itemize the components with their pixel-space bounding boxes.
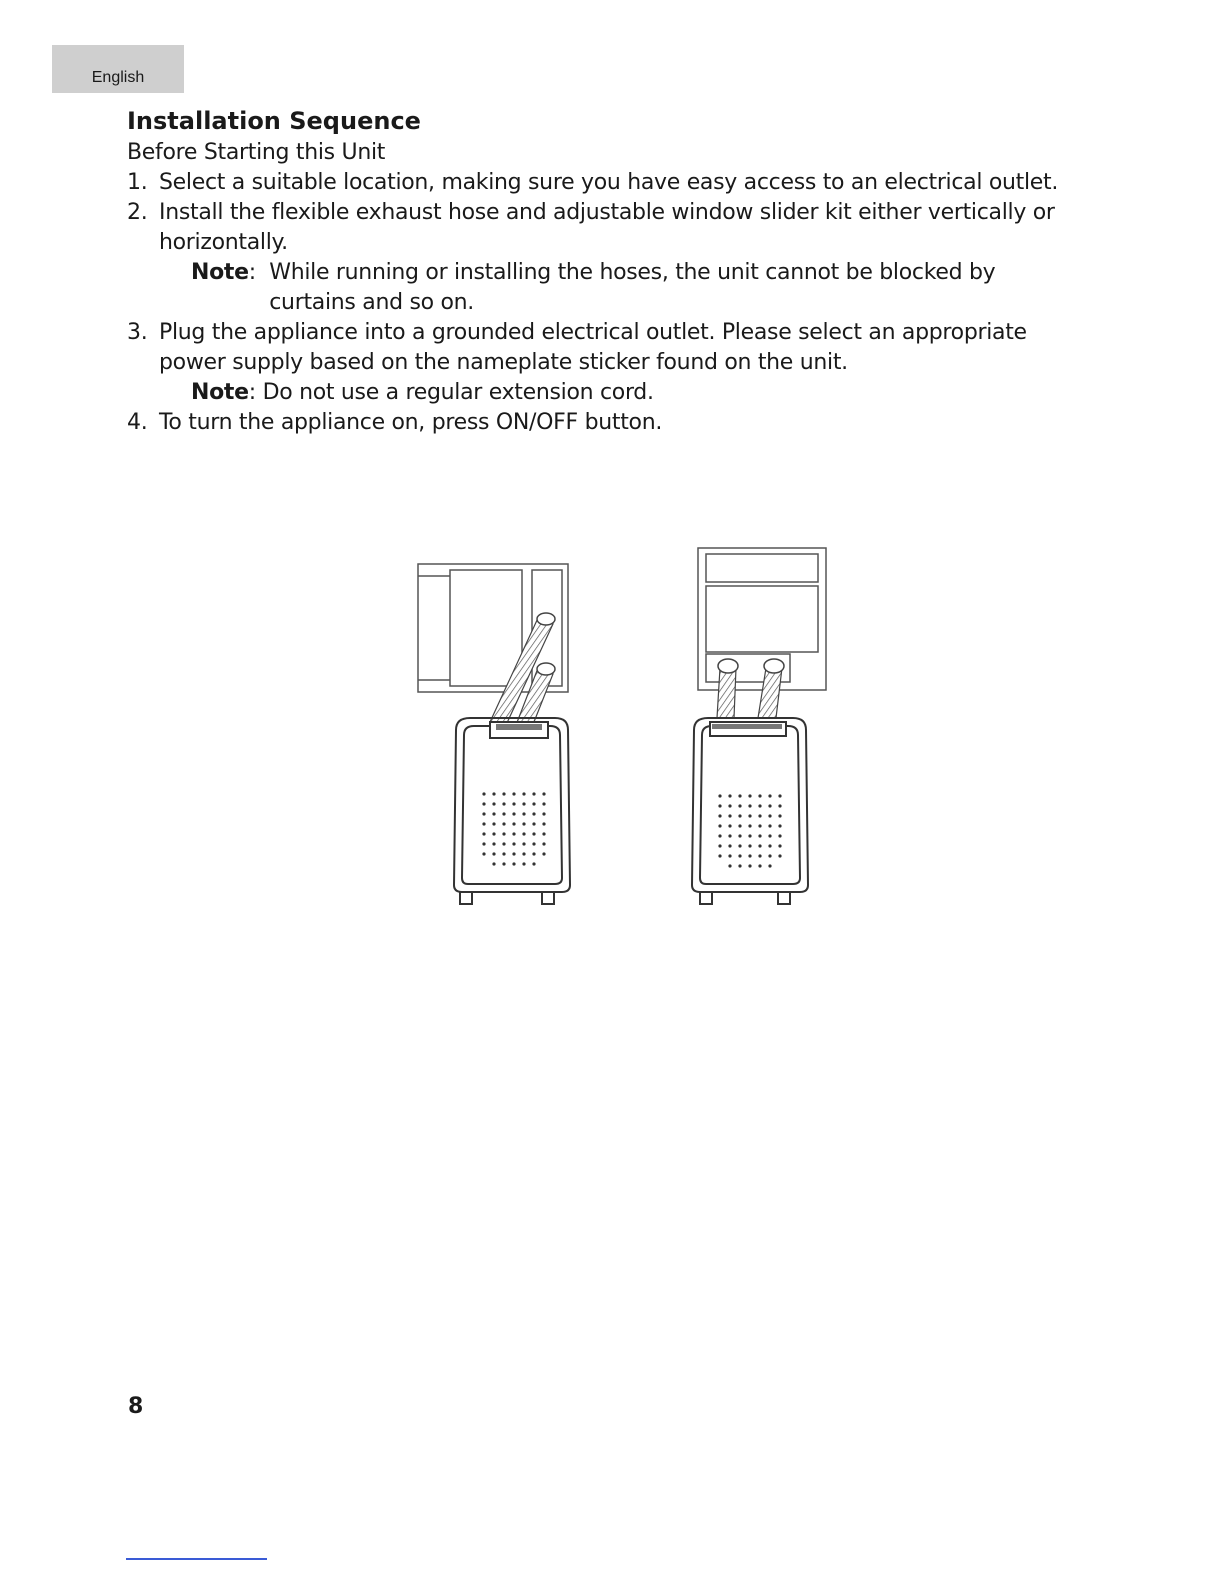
grille-dot [738, 844, 741, 847]
installation-section [127, 104, 1087, 438]
grille-dot [728, 854, 731, 857]
language-tab [52, 45, 184, 93]
grille-dot [758, 864, 761, 867]
grille-dot [748, 804, 751, 807]
grille-dot [512, 802, 515, 805]
grille-dot [768, 794, 771, 797]
intro-text: Before Starting this Unit [127, 140, 386, 165]
grille-dot [482, 792, 485, 795]
grille-dot [522, 812, 525, 815]
grille-dot [768, 814, 771, 817]
step-1 [127, 168, 1087, 198]
grille-dot [542, 852, 545, 855]
grille-dot [482, 802, 485, 805]
grille-dot [492, 822, 495, 825]
grille-dot [522, 822, 525, 825]
grille-dot [718, 804, 721, 807]
grille-dot [522, 852, 525, 855]
grille-dot [532, 812, 535, 815]
air-grille-right [718, 794, 781, 867]
grille-dot [738, 814, 741, 817]
grille-dot [768, 844, 771, 847]
grille-dot [532, 822, 535, 825]
step-number: 2. [127, 200, 148, 225]
grille-dot [482, 852, 485, 855]
grille-dot [502, 792, 505, 795]
grille-dot [492, 812, 495, 815]
grille-dot [542, 792, 545, 795]
page-number: 8 [128, 1394, 144, 1419]
note-1 [191, 258, 1087, 318]
grille-dot [748, 854, 751, 857]
grille-dot [502, 832, 505, 835]
grille-dot [502, 842, 505, 845]
grille-dot [502, 862, 505, 865]
grille-dot [778, 854, 781, 857]
grille-dot [512, 862, 515, 865]
exhaust-hoses-vertical [717, 659, 784, 718]
air-grille-left [482, 792, 545, 865]
grille-dot [522, 862, 525, 865]
grille-dot [768, 864, 771, 867]
grille-dot [748, 814, 751, 817]
language-label: English [91, 69, 145, 86]
grille-dot [748, 824, 751, 827]
grille-dot [502, 812, 505, 815]
vertical-window-figure [692, 548, 826, 904]
note-text: Do not use a regular extension cord. [262, 380, 654, 405]
grille-dot [768, 824, 771, 827]
grille-dot [738, 824, 741, 827]
step-text: To turn the appliance on, press ON/OFF button. [159, 410, 663, 435]
grille-dot [512, 852, 515, 855]
note-2 [191, 378, 1087, 408]
grille-dot [482, 832, 485, 835]
grille-dot [512, 832, 515, 835]
grille-dot [542, 832, 545, 835]
grille-dot [532, 842, 535, 845]
grille-dot [542, 802, 545, 805]
grille-dot [532, 862, 535, 865]
grille-dot [492, 842, 495, 845]
grille-dot [738, 834, 741, 837]
grille-dot [512, 792, 515, 795]
horizontal-window-figure [418, 564, 570, 904]
grille-dot [778, 844, 781, 847]
grille-dot [718, 834, 721, 837]
grille-dot [542, 812, 545, 815]
grille-dot [492, 852, 495, 855]
grille-dot [728, 844, 731, 847]
grille-dot [718, 814, 721, 817]
step-number: 3. [127, 320, 148, 345]
grille-dot [482, 812, 485, 815]
grille-dot [532, 792, 535, 795]
step-number: 4. [127, 410, 148, 435]
grille-dot [522, 832, 525, 835]
note-label: Note [191, 260, 249, 285]
grille-dot [768, 834, 771, 837]
step-4 [127, 408, 1087, 438]
step-text: Plug the appliance into a grounded electrical outlet. Please select an appropriate power supply based on the nameplate sticker found on the unit. [159, 320, 1027, 375]
grille-dot [512, 812, 515, 815]
step-number: 1. [127, 170, 148, 195]
grille-dot [512, 822, 515, 825]
note-separator: : [248, 260, 270, 285]
grille-dot [728, 804, 731, 807]
grille-dot [758, 824, 761, 827]
note-text: While running or installing the hoses, the unit cannot be blocked by curtains and so on. [269, 260, 996, 315]
grille-dot [512, 842, 515, 845]
grille-dot [542, 842, 545, 845]
grille-dot [748, 864, 751, 867]
grille-dot [532, 802, 535, 805]
grille-dot [778, 794, 781, 797]
grille-dot [718, 794, 721, 797]
grille-dot [758, 854, 761, 857]
grille-dot [738, 854, 741, 857]
step-2 [127, 198, 1087, 258]
grille-dot [492, 792, 495, 795]
footer-divider [126, 1558, 267, 1560]
grille-dot [768, 854, 771, 857]
window-frame-vertical [698, 548, 826, 690]
grille-dot [758, 794, 761, 797]
portable-ac-unit-right [692, 718, 808, 904]
step-text: Select a suitable location, making sure you have easy access to an electrical outlet. [159, 170, 1059, 195]
grille-dot [728, 794, 731, 797]
note-label: Note [191, 380, 249, 405]
grille-dot [482, 822, 485, 825]
section-title: Installation Sequence [127, 107, 421, 135]
grille-dot [738, 804, 741, 807]
grille-dot [758, 834, 761, 837]
grille-dot [728, 864, 731, 867]
grille-dot [758, 844, 761, 847]
grille-dot [758, 804, 761, 807]
grille-dot [492, 862, 495, 865]
grille-dot [718, 844, 721, 847]
portable-ac-unit-left [454, 718, 570, 904]
step-3 [127, 318, 1087, 378]
grille-dot [718, 824, 721, 827]
grille-dot [502, 852, 505, 855]
grille-dot [728, 834, 731, 837]
note-separator: : [248, 380, 263, 405]
grille-dot [482, 842, 485, 845]
grille-dot [778, 804, 781, 807]
grille-dot [748, 794, 751, 797]
grille-dot [738, 794, 741, 797]
grille-dot [778, 824, 781, 827]
grille-dot [748, 834, 751, 837]
grille-dot [778, 834, 781, 837]
grille-dot [718, 854, 721, 857]
step-text: Install the flexible exhaust hose and adjustable window slider kit either vertically or horizontally. [159, 200, 1055, 255]
grille-dot [492, 802, 495, 805]
grille-dot [502, 802, 505, 805]
grille-dot [758, 814, 761, 817]
grille-dot [522, 802, 525, 805]
grille-dot [768, 804, 771, 807]
grille-dot [492, 832, 495, 835]
grille-dot [778, 814, 781, 817]
grille-dot [522, 842, 525, 845]
grille-dot [502, 822, 505, 825]
grille-dot [748, 844, 751, 847]
installation-illustration [410, 540, 850, 920]
grille-dot [728, 814, 731, 817]
grille-dot [522, 792, 525, 795]
grille-dot [532, 832, 535, 835]
grille-dot [728, 824, 731, 827]
grille-dot [542, 822, 545, 825]
grille-dot [532, 852, 535, 855]
grille-dot [738, 864, 741, 867]
